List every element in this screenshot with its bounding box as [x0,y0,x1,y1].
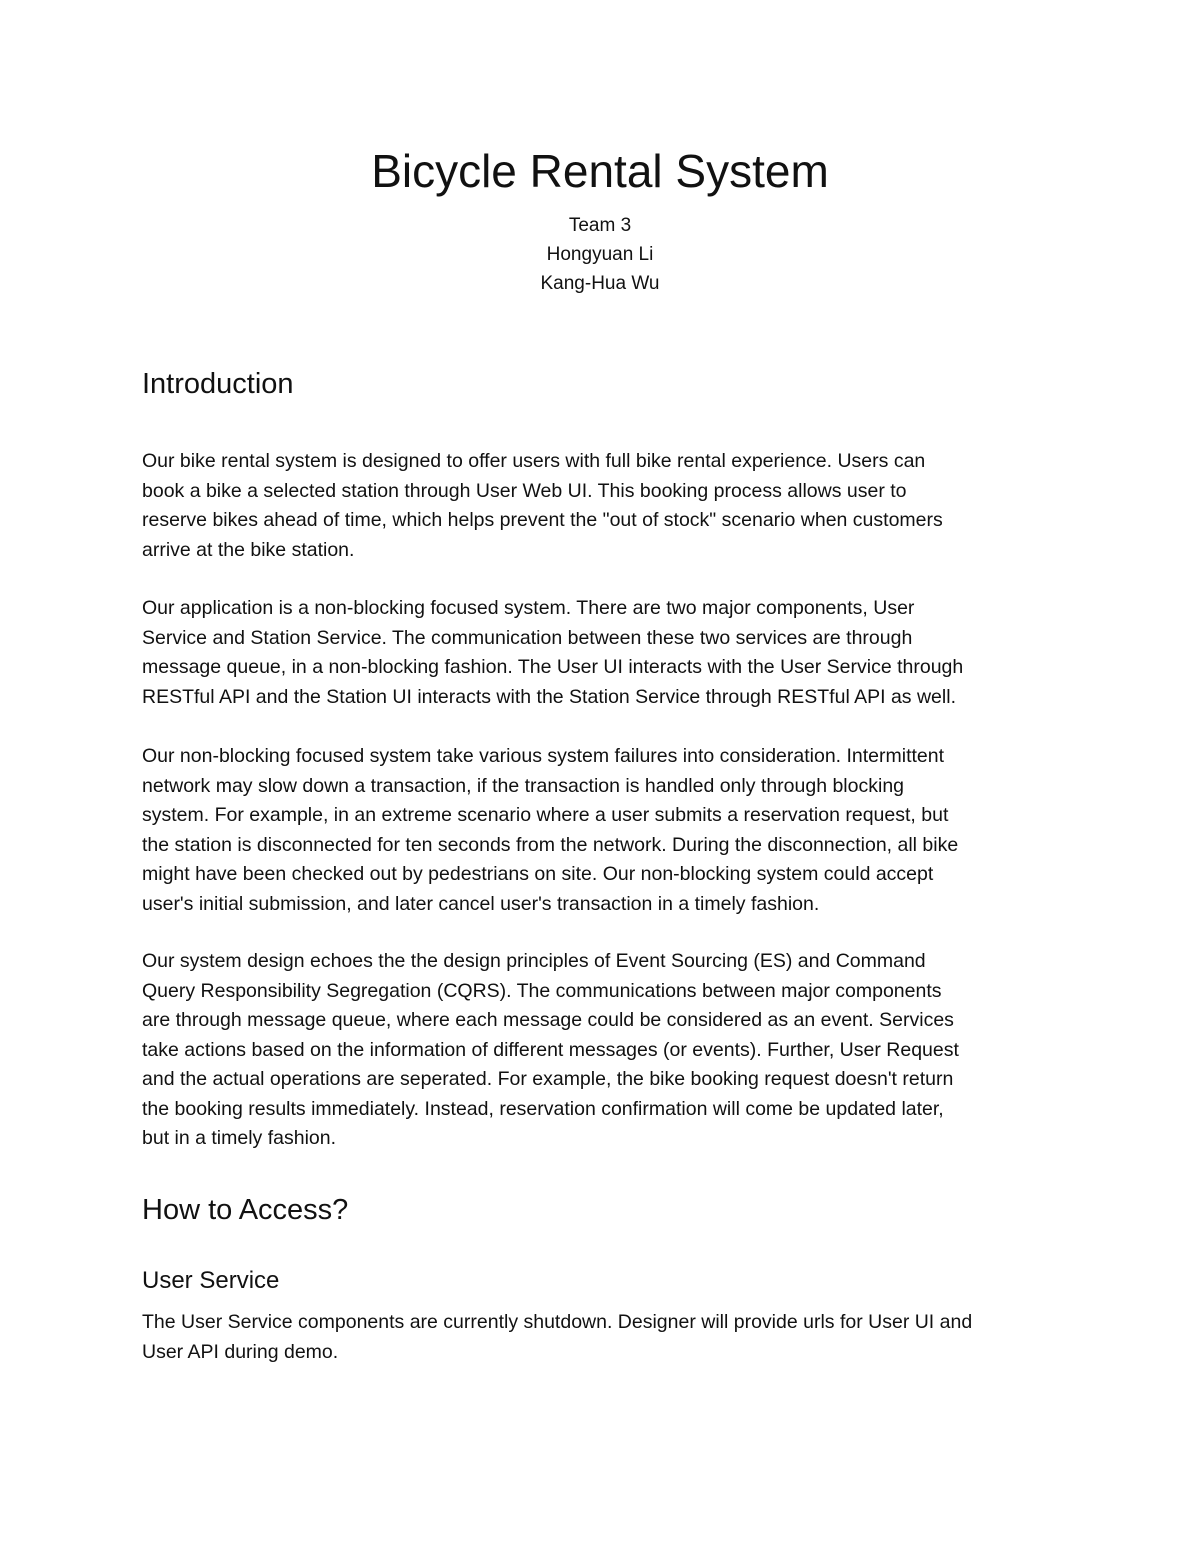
author-name: Kang-Hua Wu [540,273,660,294]
introduction-paragraph [142,742,1072,919]
text-line: and the actual operations are seperated. For example, the bike booking request doesn't return [142,1068,954,1090]
text-line: system. For example, in an extreme scenario where a user submits a reservation request, but [142,804,949,826]
text-line: user's initial submission, and later cancel user's transaction in a timely fashion. [142,892,820,915]
text-line: but in a timely fashion. [142,1127,337,1149]
document-title: Bicycle Rental System [371,145,829,197]
text-line: arrive at the bike station. [142,538,355,561]
text-line: reserve bikes ahead of time, which helps prevent the "out of stock" scenario when customers [142,509,943,531]
text-line: Our bike rental system is designed to offer users with full bike rental experience. Users can [142,450,926,472]
text-line: Our application is a non-blocking focused system. There are two major components, User [142,597,915,619]
introduction-paragraph [142,447,1072,565]
text-line: might have been checked out by pedestrians on site. Our non-blocking system could accept [142,863,934,885]
text-line: Our non-blocking focused system take various system failures into consideration. Intermittent [142,745,945,767]
author-name: Hongyuan Li [546,244,654,265]
introduction-paragraph [142,947,1072,1154]
text-line: the station is disconnected for ten seconds from the network. During the disconnection, all bike [142,833,959,856]
introduction-paragraph [142,594,1072,712]
text-line: the booking results immediately. Instead, reservation confirmation will come be updated later, [142,1097,944,1120]
text-line: network may slow down a transaction, if the transaction is handled only through blocking [142,774,905,797]
text-line: The User Service components are currently shutdown. Designer will provide urls for User UI and [142,1311,973,1333]
text-line: Query Responsibility Segregation (CQRS). The communications between major components [142,979,942,1002]
user-service-paragraph [142,1308,1072,1367]
team-name: Team 3 [568,215,632,236]
user-service-heading: User Service [142,1267,280,1294]
text-line: User API during demo. [142,1340,339,1363]
text-line: message queue, in a non-blocking fashion. The User UI interacts with the User Service through [142,656,964,678]
how-to-access-heading: How to Access? [142,1194,349,1226]
introduction-heading: Introduction [142,368,294,400]
text-line: Our system design echoes the the design principles of Event Sourcing (ES) and Command [142,950,926,972]
text-line: Service and Station Service. The communication between these two services are through [142,626,913,649]
text-line: take actions based on the information of different messages (or events). Further, User Request [142,1038,959,1061]
text-line: are through message queue, where each message could be considered as an event. Services [142,1009,954,1031]
text-line: RESTful API and the Station UI interacts with the Station Service through RESTful API as well. [142,685,956,708]
text-line: book a bike a selected station through User Web UI. This booking process allows user to [142,479,907,502]
